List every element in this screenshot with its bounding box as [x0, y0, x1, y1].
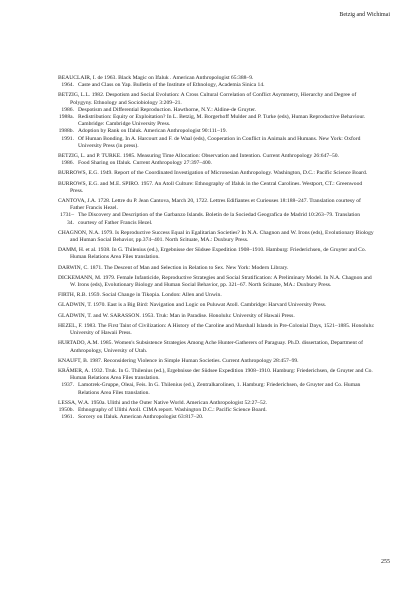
page-number: 255: [381, 559, 390, 565]
reference-text: LESSA, W.A. 1950a. Ulithi and the Outer Native World. American Anthropologist 52:27–52.: [58, 399, 268, 406]
reference-subentry: [58, 82, 376, 89]
reference-entry: [58, 170, 376, 177]
subentry-text: Food Sharing on Ifaluk. Current Anthropology 27:397–400.: [78, 160, 212, 167]
reference-text: DARWIN, C. 1871. The Descent of Man and Selection in Relation to Sex. New York: Modern Library.: [58, 264, 289, 271]
subentry-text: Ethnography of Ulithi Atoll. CIMA report. Washington D.C.: Pacific Science Board.: [78, 406, 267, 413]
reference-text: BETZIG, L.L. 1982. Despotism and Social Evolution: A Cross Cultural Correlation of Conflict Asymmetry, Hierarchy and Degree of Polygyny. Ethnology and Sociobiology 3:209–21.: [58, 92, 357, 106]
reference-subentry: [58, 128, 376, 135]
reference-entry: [58, 247, 376, 261]
reference-entry: [58, 340, 376, 354]
reference-entry: [58, 400, 376, 422]
subentry-text: Adoption by Rank on Ifaluk. American Anthropologist 90:111–19.: [78, 128, 227, 135]
subentry-text: Redistribution: Equity or Exploitation? In L. Betzig, M. Borgerhoff Mulder and P. Turke (eds), Human Reproductive Behaviour. Cambridge: Cambridge University Press.: [78, 114, 366, 128]
subentry-text: Despotism and Differential Reproduction. Hawthorne, N.Y.: Aldine-de Gruyter.: [78, 106, 257, 113]
subentry-year: 1988b.: [58, 128, 74, 135]
reference-text: KRÄMER, A. 1932. Truk. In G. Thilenius (ed.), Ergebnisse der Südsee Expedition 1908–1910. Hamburg: Friederichsen, de Gruyter and Co. Human Relations Area Files translation.: [58, 367, 373, 382]
reference-subentry: [58, 136, 376, 150]
reference-entry: [58, 153, 376, 167]
reference-text: GLADWIN, T. 1970. East is a Big Bird: Navigation and Logic on Puluwat Atoll. Cambridge: Harvard University Press.: [58, 302, 327, 309]
reference-entry: [58, 75, 376, 89]
reference-text: DAMM, H. et al. 1938. In G. Thilenius (ed.), Ergebnisse der Südsee Expedition 1908–1910. Hamburg: Friederichsen, de Gruyter and Co. Human Relations Area Files translation.: [58, 247, 367, 261]
subentry-year: 1961.: [61, 414, 74, 421]
subentry-year: 1937.: [61, 382, 74, 389]
reference-entry: [58, 368, 376, 397]
reference-entry: [58, 323, 376, 337]
reference-text: BETZIG, L. and P. TURKE. 1985. Measuring Time Allocation: Observation and Intention. Current Anthropology 26:647–50.: [58, 153, 339, 160]
reference-text: CHAGNON, N.A. 1979. Is Reproductive Success Equal in Egalitarian Societies? In N.A. Chagnon and W. Irons (eds), Evolutionary Biology and Human Social Behavior, pp.374–401. North Scituate, MA.: Duxbury Press.: [58, 229, 374, 244]
reference-subentry: [58, 107, 376, 114]
reference-entry: [58, 265, 376, 272]
reference-text: BEAUCLAIR, I. de 1963. Black Magic on Ifaluk . American Anthropologist 65:388–9.: [58, 75, 254, 81]
subentry-text: Lamotrek-Gruppe, Oleai, Feis. In G. Thilenius (ed.), Zentralkarolinen, 1. Hamburg: Friederichsen, de Gruyter and Co. Human Relations Area Files translation.: [78, 382, 361, 396]
running-header: Betzig and Wichimai: [339, 12, 390, 18]
reference-subentry: [58, 414, 376, 421]
reference-subentry: [58, 160, 376, 167]
subentry-year: 1964.: [61, 82, 74, 89]
reference-entry: [58, 198, 376, 227]
reference-entry: [58, 275, 376, 289]
reference-text: CANTOVA, J.A. 1728. Lettre du P. Jean Cantova, March 20, 1722. Lettres Edifiantes et Curieuses 18:188–247. Translation courtesy of Father Francis Hezel.: [58, 198, 361, 212]
subentry-year: 1986.: [61, 160, 74, 167]
subentry-year: 1731–34.: [60, 212, 74, 226]
reference-entry: [58, 313, 376, 320]
subentry-year: 1988a.: [58, 114, 74, 121]
reference-text: BURROWS, E.G. 1949. Report of the Coordinated Investigation of Micronesian Anthropology. Washington, D.C.: Pacific Science Board.: [58, 170, 368, 177]
reference-entry: [58, 358, 376, 365]
reference-text: GLADWIN, T. and W. SARASSON. 1953. Truk: Man in Paradise. Honolulu: University of Hawaii Press.: [58, 312, 295, 319]
reference-entry: [58, 230, 376, 244]
subentry-text: Of Human Bonding. In A. Harcourt and F. de Waal (eds), Cooperation in Conflict in Animals and Humans. New York: Oxford University Press (in press).: [78, 135, 361, 149]
reference-text: KNAUFT, B. 1987. Reconsidering Violence in Simple Human Societies. Current Anthropology 28:457–99.: [58, 357, 299, 364]
subentry-text: The Discovery and Description of the Garbanzo Islands. Boletín de la Sociedad Geografica de Madrid 10:263–79. Translation courtesy of Father Francis Hezel.: [78, 212, 361, 226]
reference-text: DICKEMANN, M. 1979. Female Infanticide, Reproductive Strategies and Social Stratification: A Preliminary Model. In N.A. Chagnon and W. Irons (eds), Evolutionary Biology and Human Social Behavior, pp. 321–67. North Scituate, MA.: Duxbury Press.: [58, 274, 372, 289]
reference-text: HEZEL, F. 1983. The First Taint of Civilization: A History of the Caroline and Marshall Islands in Pre-Colonial Days, 1521–1885. Honolulu: University of Hawaii Press.: [58, 322, 375, 337]
subentry-year: 1950b.: [58, 406, 74, 413]
reference-entry: [58, 302, 376, 309]
reference-entry: [58, 92, 376, 150]
reference-text: FIRTH, R.B. 1959. Social Change in Tikopia. London: Allen and Unwin.: [58, 292, 222, 299]
reference-entry: [58, 292, 376, 299]
subentry-year: 1991.: [61, 135, 74, 142]
subentry-year: 1986.: [61, 106, 74, 113]
reference-subentry: [58, 114, 376, 128]
subentry-text: Sorcery on Ifaluk. American Anthropologist 63:817–20.: [78, 414, 204, 421]
reference-text: BURROWS, E.G. and M.E. SPIRO. 1957. An Atoll Culture: Ethnography of Ifaluk in the Central Carolines. Westport, CT.: Greenwood Press.: [58, 180, 363, 194]
reference-list: [58, 75, 376, 424]
reference-entry: [58, 181, 376, 195]
subentry-text: Caste and Class on Yap. Bulletin of the Institute of Ethnology, Academia Sinica 14.: [78, 82, 265, 89]
reference-subentry: [58, 382, 376, 396]
reference-subentry: [58, 212, 376, 226]
reference-text: HURTADO, A.M. 1985. Women's Subsistence Strategies Among Ache Hunter-Gatherers of Paraguay. Ph.D. dissertation, Department of Anthropology, University of Utah.: [58, 340, 363, 354]
